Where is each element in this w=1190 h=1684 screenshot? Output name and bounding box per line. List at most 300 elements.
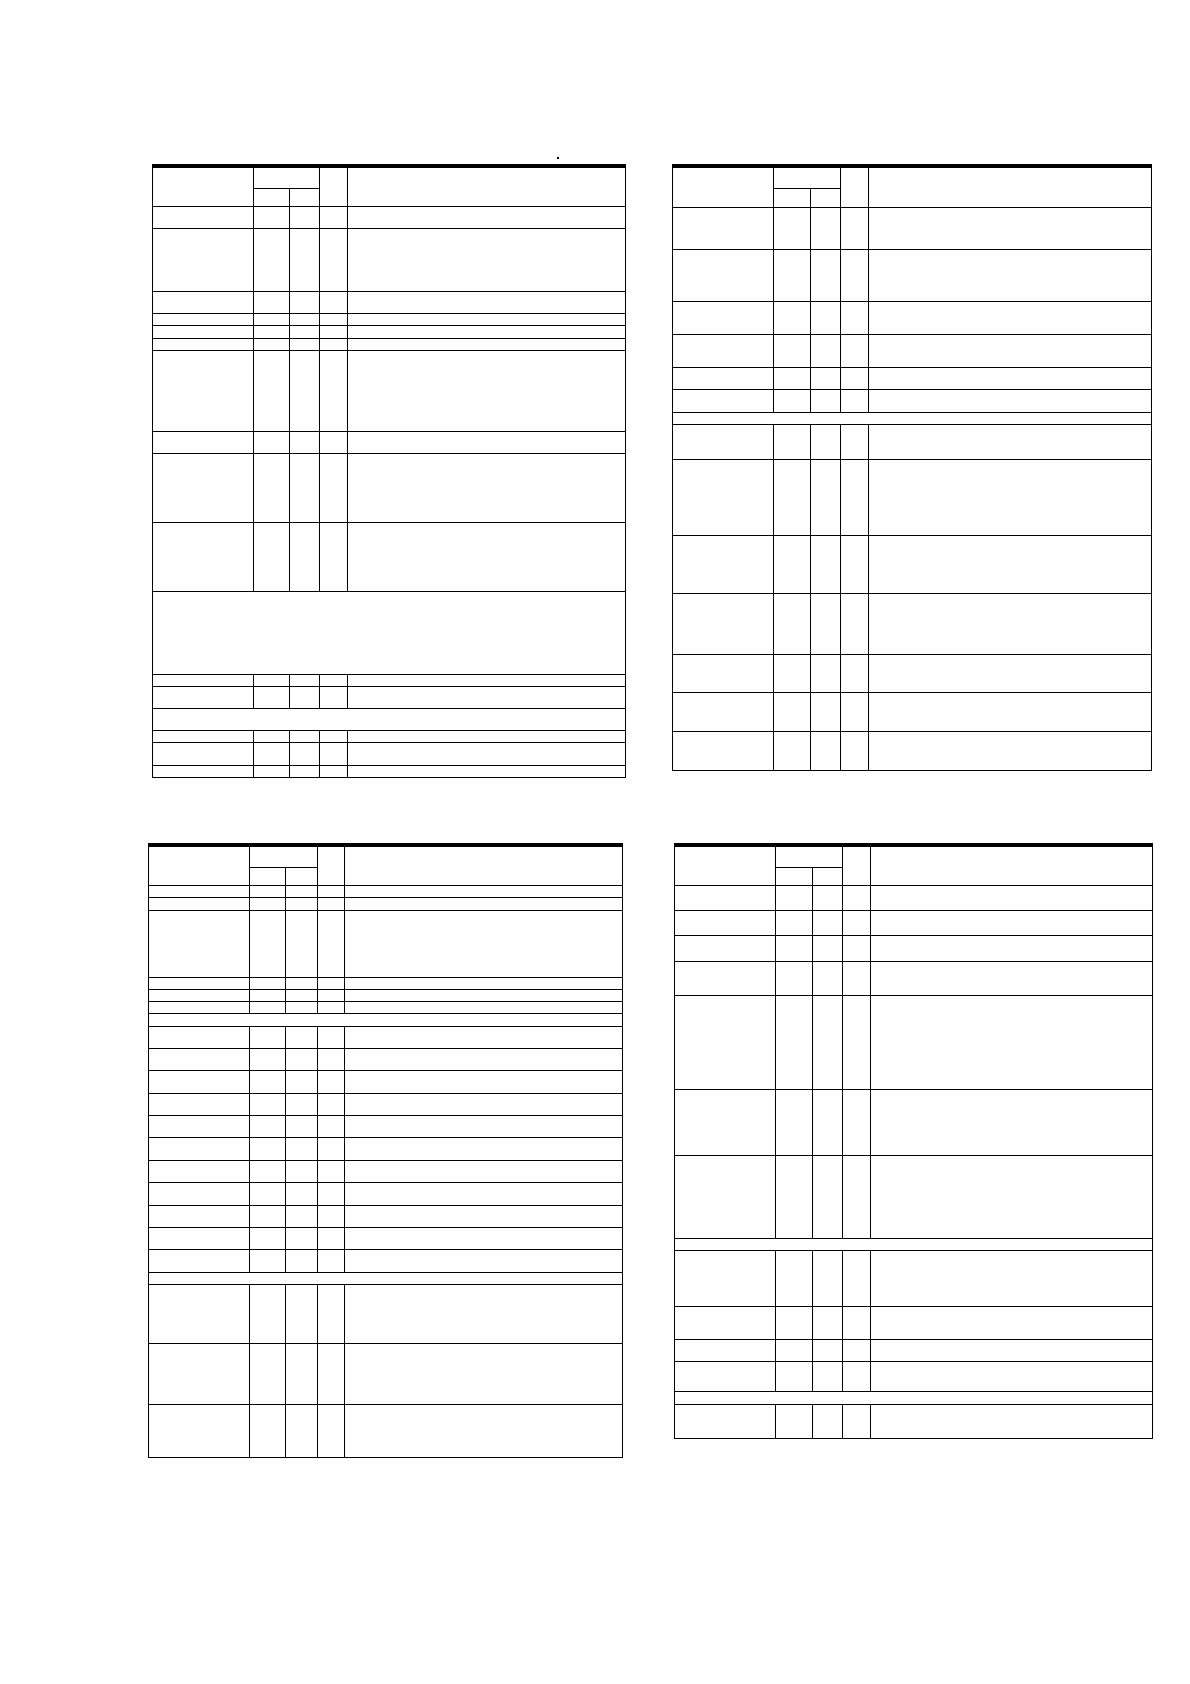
header-cell-description: [348, 166, 626, 206]
table-row: [673, 692, 1152, 731]
table-row: [675, 936, 1153, 961]
table-row: [675, 1250, 1153, 1307]
cell-description: [345, 1026, 623, 1048]
cell-name: [149, 1205, 250, 1227]
cell-name: [675, 1362, 776, 1392]
cell-name: [153, 731, 254, 743]
cell-b: [811, 459, 841, 535]
cell-description: [871, 961, 1153, 995]
cell-flag: [843, 885, 871, 910]
cell-name: [673, 207, 774, 249]
cell-a: [250, 989, 286, 1001]
table-bottom-left: [148, 843, 622, 1458]
header-cell-description: [345, 845, 623, 886]
cell-name: [149, 1071, 250, 1093]
cell-flag: [320, 314, 348, 326]
cell-a: [254, 292, 290, 314]
table-row: [149, 1048, 623, 1070]
header-cell-flag: [318, 845, 345, 886]
cell-a: [250, 1205, 286, 1227]
cell-name: [675, 1155, 776, 1238]
cell-description: [871, 1339, 1153, 1361]
cell-description: [345, 1071, 623, 1093]
cell-flag: [318, 1284, 345, 1343]
cell-a: [774, 535, 811, 594]
cell-b: [811, 692, 841, 731]
cell-flag: [841, 301, 869, 334]
cell-name: [673, 249, 774, 301]
cell-a: [774, 301, 811, 334]
stray-mark: [557, 157, 559, 159]
table-row: [153, 206, 626, 228]
cell-a: [774, 207, 811, 249]
cell-flag: [843, 1307, 871, 1339]
cell-flag: [318, 1116, 345, 1138]
cell-flag: [841, 731, 869, 770]
cell-b: [286, 1227, 318, 1249]
cell-name: [673, 535, 774, 594]
table-row: [149, 1026, 623, 1048]
section-divider-cell: [673, 412, 1152, 424]
table-row: [153, 743, 626, 765]
cell-a: [250, 1002, 286, 1014]
table-row: [149, 1116, 623, 1138]
cell-a: [254, 206, 290, 228]
cell-flag: [320, 765, 348, 777]
cell-b: [286, 1404, 318, 1457]
cell-b: [286, 989, 318, 1001]
cell-b: [813, 885, 843, 910]
table-row: [149, 1250, 623, 1272]
cell-a: [254, 765, 290, 777]
cell-b: [286, 910, 318, 977]
cell-b: [811, 249, 841, 301]
cell-description: [348, 431, 626, 453]
cell-b: [290, 765, 320, 777]
cell-name: [153, 453, 254, 522]
cell-a: [250, 1093, 286, 1115]
table-row: [149, 1205, 623, 1227]
cell-flag: [318, 1183, 345, 1205]
cell-description: [345, 989, 623, 1001]
table-row: [153, 453, 626, 522]
cell-description: [869, 301, 1152, 334]
table-row: [153, 314, 626, 326]
cell-flag: [843, 1404, 871, 1439]
cell-name: [153, 765, 254, 777]
table-row: [673, 207, 1152, 249]
cell-description: [869, 367, 1152, 390]
table-row: [153, 350, 626, 431]
header-cell-group: [776, 845, 843, 867]
cell-flag: [320, 350, 348, 431]
table-row: [149, 898, 623, 910]
cell-name: [149, 1160, 250, 1182]
table-top-left: [152, 164, 625, 778]
header-cell-name: [675, 845, 776, 885]
cell-name: [675, 996, 776, 1090]
cell-name: [673, 594, 774, 655]
cell-flag: [841, 207, 869, 249]
cell-name: [149, 886, 250, 898]
cell-b: [286, 1093, 318, 1115]
cell-a: [250, 1071, 286, 1093]
cell-name: [153, 686, 254, 708]
cell-flag: [318, 989, 345, 1001]
header-cell-name: [149, 845, 250, 886]
cell-name: [153, 743, 254, 765]
table-row: [673, 535, 1152, 594]
cell-name: [673, 731, 774, 770]
cell-b: [290, 338, 320, 350]
cell-a: [776, 1404, 813, 1439]
cell-flag: [318, 1002, 345, 1014]
cell-a: [250, 1404, 286, 1457]
cell-a: [776, 996, 813, 1090]
cell-flag: [841, 334, 869, 367]
cell-flag: [320, 326, 348, 338]
cell-description: [348, 765, 626, 777]
section-divider-cell: [153, 591, 626, 674]
cell-flag: [320, 229, 348, 292]
cell-a: [254, 431, 290, 453]
cell-name: [149, 1138, 250, 1160]
cell-name: [675, 1307, 776, 1339]
cell-a: [250, 1250, 286, 1272]
cell-description: [871, 1362, 1153, 1392]
cell-a: [250, 1343, 286, 1404]
table-row: [153, 229, 626, 292]
table-row: [149, 1002, 623, 1014]
cell-flag: [841, 459, 869, 535]
header-cell-flag: [841, 166, 869, 207]
section-divider-cell: [149, 1272, 623, 1284]
cell-b: [290, 686, 320, 708]
cell-name: [673, 692, 774, 731]
cell-b: [290, 206, 320, 228]
cell-description: [345, 1093, 623, 1115]
table-row: [149, 910, 623, 977]
cell-flag: [318, 1071, 345, 1093]
cell-name: [153, 229, 254, 292]
cell-description: [869, 654, 1152, 692]
cell-flag: [318, 1138, 345, 1160]
cell-description: [869, 731, 1152, 770]
cell-b: [290, 743, 320, 765]
table-row: [675, 1404, 1153, 1439]
section-divider-cell: [675, 1392, 1153, 1404]
section-divider-row: [675, 1238, 1153, 1250]
cell-flag: [318, 1160, 345, 1182]
cell-b: [290, 453, 320, 522]
table-row: [153, 338, 626, 350]
table-header-row: [673, 166, 1152, 189]
table-row: [149, 989, 623, 1001]
grid-table: [148, 843, 623, 1458]
subheader-cell-b: [811, 189, 841, 207]
subheader-cell-a: [776, 867, 813, 885]
cell-b: [286, 1026, 318, 1048]
cell-b: [286, 1116, 318, 1138]
cell-a: [254, 229, 290, 292]
cell-description: [348, 350, 626, 431]
subheader-cell-b: [290, 188, 320, 206]
cell-description: [869, 249, 1152, 301]
cell-name: [153, 292, 254, 314]
cell-flag: [843, 996, 871, 1090]
cell-description: [348, 674, 626, 686]
cell-b: [286, 1160, 318, 1182]
cell-name: [149, 898, 250, 910]
table-row: [675, 1307, 1153, 1339]
cell-description: [348, 453, 626, 522]
header-cell-description: [869, 166, 1152, 207]
cell-a: [776, 1155, 813, 1238]
cell-flag: [841, 249, 869, 301]
cell-name: [675, 936, 776, 961]
cell-name: [675, 1250, 776, 1307]
cell-a: [250, 1116, 286, 1138]
cell-a: [250, 977, 286, 989]
cell-flag: [320, 453, 348, 522]
section-divider-cell: [675, 1238, 1153, 1250]
cell-b: [286, 1048, 318, 1070]
cell-b: [811, 731, 841, 770]
cell-description: [345, 1205, 623, 1227]
cell-flag: [843, 961, 871, 995]
cell-name: [673, 334, 774, 367]
cell-description: [345, 1404, 623, 1457]
cell-description: [345, 886, 623, 898]
cell-a: [774, 731, 811, 770]
table-row: [673, 425, 1152, 460]
cell-flag: [320, 743, 348, 765]
cell-name: [149, 910, 250, 977]
cell-flag: [318, 1404, 345, 1457]
cell-b: [290, 522, 320, 591]
cell-description: [871, 1250, 1153, 1307]
cell-name: [149, 1183, 250, 1205]
cell-description: [345, 1116, 623, 1138]
cell-name: [149, 1048, 250, 1070]
cell-description: [348, 206, 626, 228]
table-row: [149, 1227, 623, 1249]
cell-flag: [843, 1362, 871, 1392]
cell-name: [673, 390, 774, 413]
cell-b: [811, 367, 841, 390]
cell-b: [290, 229, 320, 292]
table-row: [673, 367, 1152, 390]
cell-flag: [841, 535, 869, 594]
cell-description: [348, 314, 626, 326]
cell-b: [286, 898, 318, 910]
cell-b: [286, 1205, 318, 1227]
table-row: [673, 249, 1152, 301]
cell-description: [348, 326, 626, 338]
cell-description: [871, 996, 1153, 1090]
cell-b: [813, 961, 843, 995]
cell-description: [871, 1155, 1153, 1238]
table-row: [153, 326, 626, 338]
cell-b: [286, 886, 318, 898]
cell-description: [871, 911, 1153, 936]
cell-a: [774, 594, 811, 655]
table-row: [153, 765, 626, 777]
table-row: [153, 731, 626, 743]
cell-description: [345, 1227, 623, 1249]
cell-description: [871, 1090, 1153, 1156]
cell-name: [673, 367, 774, 390]
cell-name: [149, 1404, 250, 1457]
cell-flag: [841, 654, 869, 692]
cell-b: [290, 731, 320, 743]
cell-description: [345, 1160, 623, 1182]
header-cell-flag: [320, 166, 348, 206]
cell-name: [153, 674, 254, 686]
table-row: [675, 885, 1153, 910]
cell-description: [869, 425, 1152, 460]
cell-b: [811, 207, 841, 249]
cell-b: [286, 1250, 318, 1272]
cell-flag: [841, 594, 869, 655]
section-divider-row: [153, 591, 626, 674]
cell-name: [149, 977, 250, 989]
cell-name: [675, 1404, 776, 1439]
cell-flag: [318, 1093, 345, 1115]
cell-b: [813, 911, 843, 936]
table-row: [149, 1138, 623, 1160]
cell-name: [149, 1026, 250, 1048]
cell-description: [871, 885, 1153, 910]
cell-flag: [843, 1250, 871, 1307]
cell-flag: [843, 911, 871, 936]
subheader-cell-a: [250, 867, 286, 885]
cell-name: [153, 206, 254, 228]
table-row: [673, 334, 1152, 367]
cell-a: [776, 1307, 813, 1339]
cell-flag: [841, 692, 869, 731]
header-cell-group: [250, 845, 318, 867]
table-row: [675, 1155, 1153, 1238]
cell-a: [774, 692, 811, 731]
cell-flag: [318, 1026, 345, 1048]
cell-name: [149, 1093, 250, 1115]
section-divider-row: [153, 709, 626, 731]
cell-name: [149, 1250, 250, 1272]
cell-flag: [841, 390, 869, 413]
cell-a: [776, 885, 813, 910]
cell-a: [774, 390, 811, 413]
cell-a: [776, 911, 813, 936]
cell-b: [813, 1090, 843, 1156]
table-row: [673, 459, 1152, 535]
table-row: [673, 731, 1152, 770]
table-bottom-right: [674, 843, 1152, 1439]
cell-flag: [320, 674, 348, 686]
table-header-row: [153, 166, 626, 188]
cell-description: [345, 977, 623, 989]
table-row: [149, 1284, 623, 1343]
cell-a: [254, 731, 290, 743]
cell-name: [675, 911, 776, 936]
cell-description: [345, 1250, 623, 1272]
cell-b: [813, 1307, 843, 1339]
table-header-row: [675, 845, 1153, 867]
cell-description: [345, 910, 623, 977]
cell-b: [811, 301, 841, 334]
cell-description: [869, 692, 1152, 731]
cell-b: [290, 314, 320, 326]
cell-a: [250, 1026, 286, 1048]
cell-name: [675, 1090, 776, 1156]
cell-a: [254, 338, 290, 350]
table-row: [149, 1160, 623, 1182]
cell-description: [348, 686, 626, 708]
table-row: [153, 686, 626, 708]
cell-flag: [318, 1343, 345, 1404]
cell-name: [153, 314, 254, 326]
cell-description: [348, 743, 626, 765]
cell-description: [348, 731, 626, 743]
cell-a: [250, 1227, 286, 1249]
cell-flag: [843, 1339, 871, 1361]
cell-b: [286, 1183, 318, 1205]
cell-flag: [320, 338, 348, 350]
cell-name: [149, 1116, 250, 1138]
cell-b: [811, 390, 841, 413]
cell-b: [811, 535, 841, 594]
table-row: [149, 1071, 623, 1093]
cell-flag: [318, 886, 345, 898]
cell-description: [348, 522, 626, 591]
cell-b: [286, 1138, 318, 1160]
header-cell-group: [774, 166, 841, 189]
cell-b: [286, 977, 318, 989]
cell-b: [813, 996, 843, 1090]
cell-description: [345, 1048, 623, 1070]
header-cell-flag: [843, 845, 871, 885]
table-row: [149, 1093, 623, 1115]
cell-flag: [320, 686, 348, 708]
cell-a: [254, 314, 290, 326]
cell-a: [250, 910, 286, 977]
cell-b: [290, 292, 320, 314]
section-divider-cell: [149, 1014, 623, 1026]
cell-b: [813, 1362, 843, 1392]
table-row: [675, 996, 1153, 1090]
table-row: [149, 1343, 623, 1404]
cell-name: [673, 301, 774, 334]
cell-description: [869, 390, 1152, 413]
cell-b: [286, 1002, 318, 1014]
table-row: [149, 977, 623, 989]
table-row: [675, 1339, 1153, 1361]
cell-a: [250, 1284, 286, 1343]
cell-name: [675, 961, 776, 995]
cell-b: [286, 1284, 318, 1343]
cell-name: [153, 338, 254, 350]
grid-table: [152, 164, 626, 778]
cell-b: [811, 425, 841, 460]
cell-name: [675, 885, 776, 910]
section-divider-row: [149, 1014, 623, 1026]
table-row: [149, 1404, 623, 1457]
cell-flag: [320, 731, 348, 743]
table-row: [675, 1362, 1153, 1392]
cell-name: [673, 459, 774, 535]
cell-b: [290, 431, 320, 453]
cell-description: [345, 1183, 623, 1205]
